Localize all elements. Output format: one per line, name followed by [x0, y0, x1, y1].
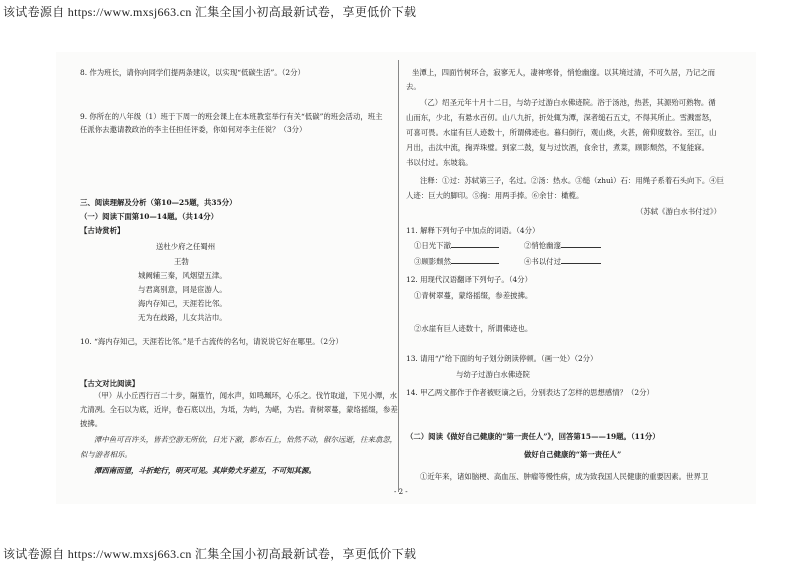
column-divider	[398, 60, 399, 492]
poem-tag: 【古诗赏析】	[80, 226, 125, 235]
question-14: 14. 甲乙两文都作于作者被贬谪之后，分别表达了怎样的思想感情？（2分）	[406, 388, 654, 397]
section-3-heading: 三、阅读理解及分析（第10—25题，共35分）	[80, 198, 237, 207]
source-attribution: （苏轼《游白水书付过》）	[636, 207, 721, 216]
question-12: 12. 用现代汉语翻译下列句子。（4分）	[406, 275, 532, 284]
exam-page	[56, 52, 756, 504]
question-11-item: ②悄怆幽邃	[524, 240, 601, 252]
poem-line: 城阙辅三秦，风烟望五津。	[138, 271, 227, 280]
prose-a-line: 潭西南而望，斗折蛇行，明灭可见。其岸势犬牙差互，不可知其源。	[94, 466, 316, 475]
question-10: 10. “海内存知己，天涯若比邻。”是千古流传的名句，请说说它好在哪里。（2分）	[80, 337, 343, 346]
question-12-sentence-1: ①青树翠蔓，蒙络摇缀，参差披拂。	[414, 291, 533, 300]
prose-b-line: 书以付过。东坡翁。	[406, 158, 473, 167]
notes-line: 注释：①过：苏轼第三子，名过。②汤：热水。③缒（zhuì）石：用绳子系着石头向下。④巨	[420, 176, 725, 185]
question-9-line2: 任派你去邀请教政治的李主任担任评委，你如何对李主任说？（3分）	[80, 125, 307, 134]
section-3-1-heading: （一）阅读下面第10—14题。（共14分）	[80, 212, 219, 221]
question-13: 13. 请用“/”给下面的句子划分朗读停顿。（画一处）（2分）	[406, 354, 598, 363]
prose-a-cont: 坐潭上，四面竹树环合，寂寥无人，凄神寒骨，悄怆幽邃。以其境过清，不可久居，乃记之而	[412, 68, 716, 77]
prose-a-line: 似与游者相乐。	[80, 450, 132, 459]
question-9-line1: 9. 你所在的八年级（1）班于下周一的班会课上在本班教室举行有关“低碳”的班会活动，班主	[80, 112, 383, 121]
prose-a-line: （甲）从小丘西行百二十步，隔篁竹，闻水声，如鸣珮环，心乐之。伐竹取道，下见小潭，水	[94, 391, 398, 400]
poem-line: 与君离别意，同是宦游人。	[138, 285, 227, 294]
article-title: 做好自己健康的“第一责任人”	[524, 450, 622, 459]
prose-b-line: （乙）绍圣元年十月十二日，与幼子过游白水佛迹院。浴于汤池，热甚，其源殆可熟物。循	[420, 98, 716, 107]
poem-line: 无为在歧路，儿女共沾巾。	[138, 313, 227, 322]
question-11-item: ③顾影颓然	[414, 256, 499, 268]
article-paragraph-1: ①近年来，诸如脑梗、高血压、肿瘤等慢性病，成为致我国人民健康的重要因素。世界卫	[420, 472, 709, 481]
question-13-sentence: 与幼子过游白水佛迹院	[456, 370, 530, 379]
question-11: 11. 解释下列句子中加点的词语。（4分）	[406, 226, 540, 235]
watermark-bottom: 该试卷源自 https://www.mxsj663.cn 汇集全国小初高最新试卷，享更低价下载	[3, 547, 417, 561]
notes-line: 人迹：巨大的脚印。⑤掬：用两手捧。⑥余甘：橄榄。	[406, 191, 584, 200]
page-number: - 2 -	[394, 488, 408, 496]
question-11-item: ①日光下澈	[414, 240, 499, 252]
prose-a-line: 尤清冽。全石以为底，近岸，卷石底以出，为坻，为屿，为嵁，为岩。青树翠蔓，蒙络摇缀，参差	[80, 405, 398, 414]
prose-b-line: 月出，击汰中流，掬弄珠璧。到家二鼓，复与过饮酒，食余甘，煮菜，顾影颓然，不复能寐。	[406, 143, 710, 152]
question-8: 8. 作为班长，请你向同学们提两条建议，以实现“低碳生活”。（2分）	[80, 68, 305, 77]
prose-a-line: 潭中鱼可百许头，皆若空游无所依，日光下澈，影布石上，佁然不动，俶尔远逝，往来翕忽，	[94, 435, 398, 444]
poem-author: 王勃	[174, 257, 189, 266]
question-12-sentence-2: ②水崖有巨人迹数十，所谓佛迹也。	[414, 324, 533, 333]
prose-a-cont: 去。	[406, 82, 421, 91]
prose-b-line: 山而东，少北，有悬水百仞。山八九折，折处辄为潭，深者缒石五丈，不得其所止。雪溅雷怒，	[406, 113, 717, 122]
poem-line: 海内存知己，天涯若比邻。	[138, 299, 227, 308]
prose-tag: 【古文对比阅读】	[80, 379, 140, 388]
watermark-top: 该试卷源自 https://www.mxsj663.cn 汇集全国小初高最新试卷，享更低价下载	[3, 5, 417, 19]
poem-title: 送杜少府之任蜀州	[156, 242, 216, 251]
question-11-item: ④书以付过	[524, 256, 601, 268]
prose-a-line: 披拂。	[80, 419, 103, 428]
prose-b-line: 可喜可畏。水崖有巨人迹数十，所谓佛迹也。暮归倒行，观山烧，火甚，俯仰度数谷。至江，山	[406, 128, 717, 137]
section-2-heading: （二）阅读《做好自己健康的“第一责任人”》，回答第15——19题。（11分）	[406, 432, 660, 441]
